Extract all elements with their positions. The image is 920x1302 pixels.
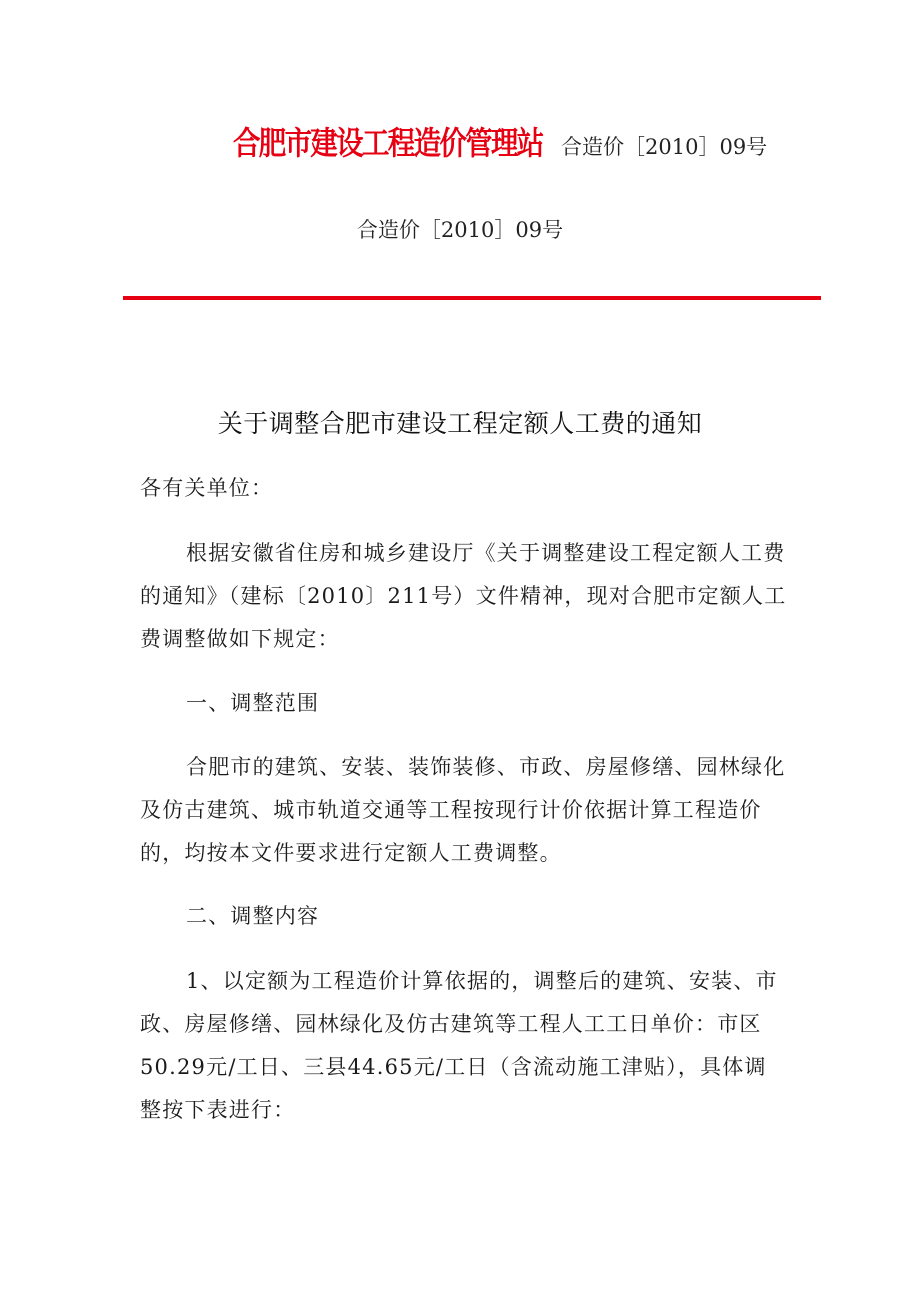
paragraph-scope: 合肥市的建筑、安装、装饰装修、市政、房屋修缮、园林绿化及仿古建筑、城市轨道交通等工程按现行计价依据计算工程造价的，均按本文件要求进行定额人工费调整。 <box>140 755 786 865</box>
document-number-inline: 合造价［2010］09号 <box>561 135 768 159</box>
paragraph-item-1: 1、以定额为工程造价计算依据的，调整后的建筑、安装、市政、房屋修缮、园林绿化及仿古建筑等工程人工工日单价：市区50.29元/工日、三县44.65元/工日（含流动施工津贴），具体调整按下表进行： <box>140 969 778 1122</box>
red-header-divider <box>123 296 821 300</box>
issuing-organization: 合肥市建设工程造价管理站 <box>233 124 543 162</box>
document-title: 关于调整合肥市建设工程定额人工费的通知 <box>217 409 703 438</box>
document-number: 合造价［2010］09号 <box>356 218 564 242</box>
section-heading-scope: 一、调整范围 <box>186 691 320 715</box>
letterhead <box>233 118 767 164</box>
section-heading-content: 二、调整内容 <box>186 904 320 928</box>
salutation: 各有关单位： <box>140 476 274 500</box>
paragraph-basis: 根据安徽省住房和城乡建设厅《关于调整建设工程定额人工费的通知》（建标〔2010〕211号）文件精神，现对合肥市定额人工费调整做如下规定： <box>140 541 787 651</box>
